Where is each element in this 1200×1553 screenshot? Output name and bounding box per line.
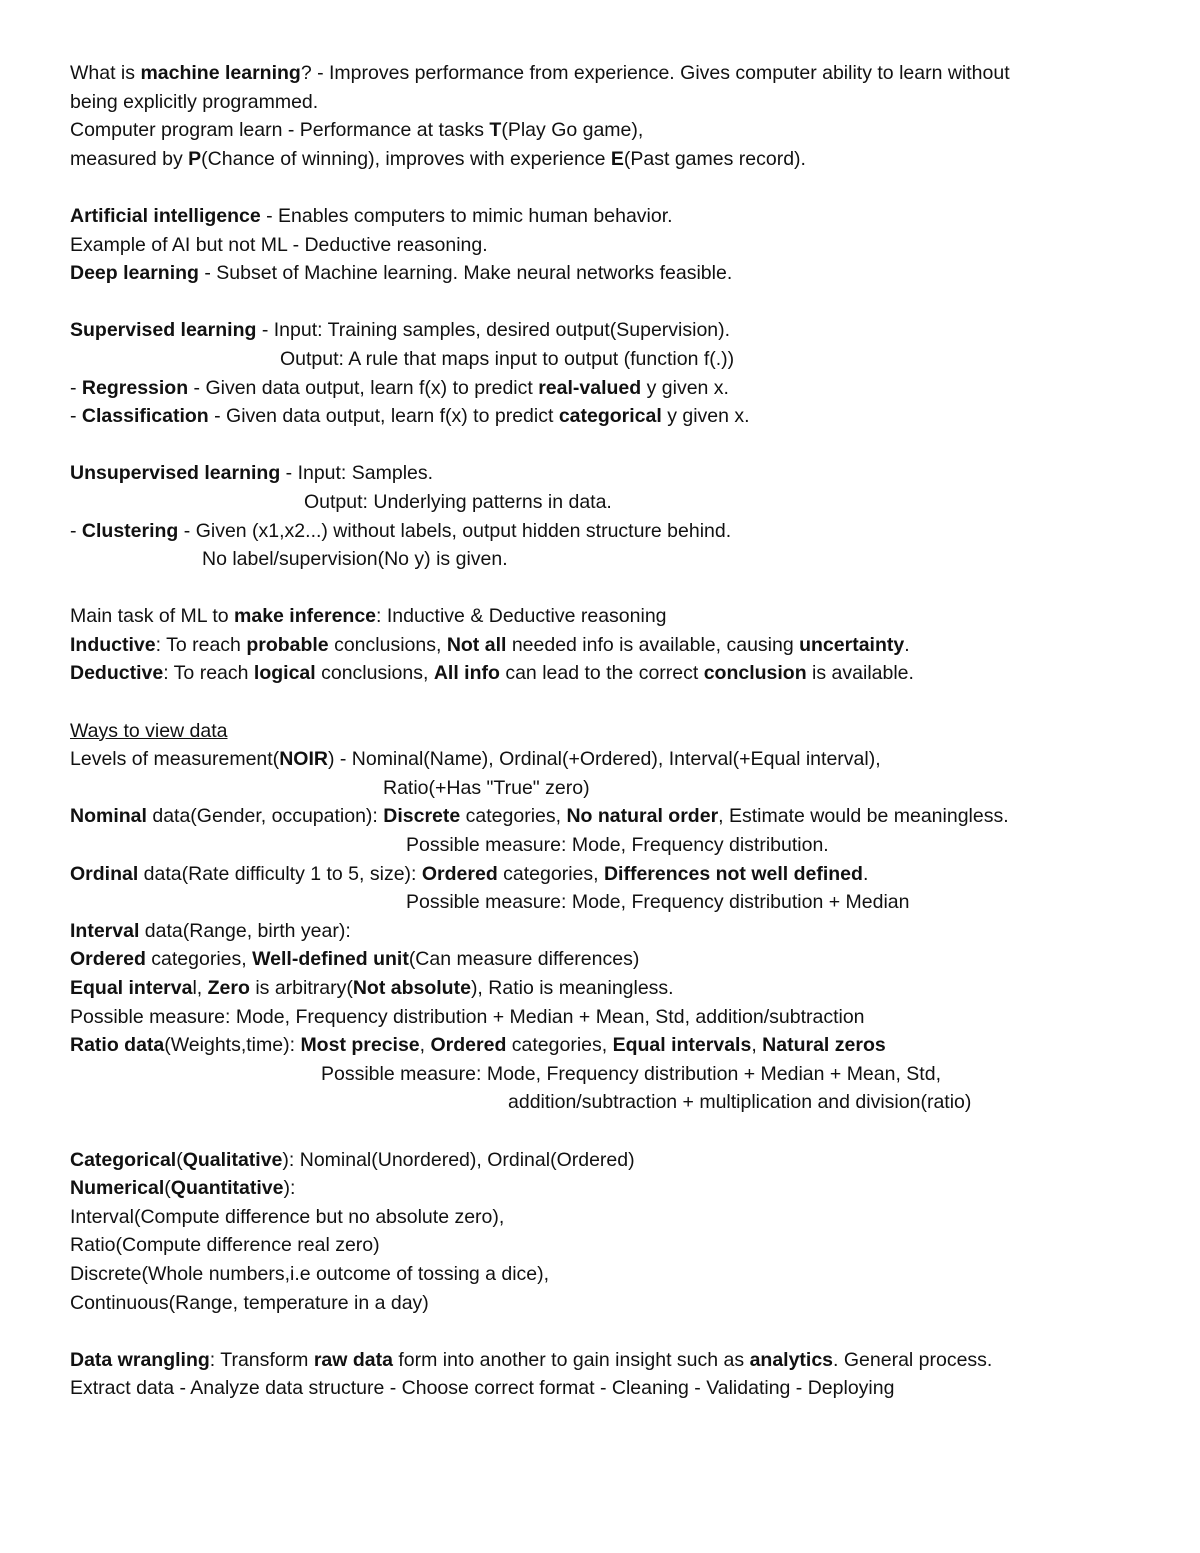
bold-term: Interval: [70, 919, 140, 942]
bold-term: Deep learning: [70, 262, 199, 285]
bold-term: Classification: [81, 405, 209, 428]
text-run: Ratio(Compute difference real zero): [70, 1234, 380, 1257]
text-run: ):: [283, 1177, 296, 1200]
bold-term: Categorical: [70, 1148, 177, 1171]
text-run: is available.: [806, 662, 914, 685]
text-run: Example of AI but not ML - Deductive reasoning.: [70, 233, 488, 256]
bold-term: Clustering: [81, 519, 179, 542]
text-run: y given x.: [641, 376, 729, 399]
bold-term: No natural order: [566, 805, 719, 828]
text-run: No label/supervision(No y) is given.: [202, 548, 508, 571]
text-line: [70, 945, 1160, 974]
text-run: Computer program learn - Performance at tasks: [70, 119, 490, 142]
bold-term: Zero: [207, 977, 250, 999]
bold-term: Discrete: [383, 805, 461, 828]
text-run: : Inductive & Deductive reasoning: [376, 605, 667, 628]
bold-term: machine learning: [140, 62, 301, 84]
bold-term: Ordinal: [70, 862, 139, 885]
bold-term: Data wrangling: [70, 1348, 210, 1371]
text-line: [70, 774, 1160, 803]
text-run: Possible measure: Mode, Frequency distribution + Median + Mean, Std, addition/subtraction: [70, 1005, 865, 1028]
text-run: y given x.: [661, 405, 750, 428]
text-line: [70, 831, 1160, 860]
text-line: [70, 374, 1160, 403]
bold-term: Not absolute: [352, 977, 471, 999]
text-run: being explicitly programmed.: [70, 90, 319, 113]
text-run: What is: [70, 62, 141, 84]
bold-term: T: [489, 119, 502, 142]
text-run: conclusions,: [328, 633, 447, 656]
bold-term: Regression: [81, 376, 189, 399]
text-line: [70, 1003, 1160, 1032]
text-run: categories,: [506, 1034, 613, 1057]
bold-term: Numerical: [70, 1177, 165, 1200]
text-line: [70, 1231, 1160, 1260]
text-line: [70, 231, 1160, 260]
text-run: ) - Nominal(Name), Ordinal(+Ordered), Interval(+Equal interval),: [327, 748, 881, 771]
blank-line: [70, 688, 1160, 717]
text-run: Continuous(Range, temperature in a day): [70, 1291, 429, 1314]
text-line: [70, 259, 1160, 288]
bold-term: P: [188, 147, 202, 170]
blank-line: [70, 574, 1160, 603]
text-line: [70, 145, 1160, 174]
bold-term: Unsupervised learning: [70, 462, 281, 485]
text-run: ,: [419, 1034, 431, 1057]
text-run: , Estimate would be meaningless.: [718, 805, 1009, 828]
bold-term: Ratio data: [70, 1034, 165, 1057]
text-run: data(Rate difficulty 1 to 5, size):: [138, 862, 422, 885]
text-line: [70, 802, 1160, 831]
text-line: [70, 860, 1160, 889]
bold-term: Deductive: [70, 662, 164, 685]
text-line: [70, 1203, 1160, 1232]
text-run: addition/subtraction + multiplication and division(ratio): [508, 1091, 972, 1114]
text-run: (Can measure differences): [408, 948, 640, 971]
text-run: Interval(Compute difference but no absolute zero),: [70, 1205, 505, 1228]
text-line: [70, 402, 1160, 431]
text-run: Extract data - Analyze data structure - Choose correct format - Cleaning - Validating - Deploying: [70, 1377, 895, 1400]
text-line: [70, 59, 1160, 88]
text-run: measured by: [70, 147, 189, 170]
text-run: ), Ratio is meaningless.: [470, 977, 674, 999]
text-line: [70, 659, 1160, 688]
text-run: (: [164, 1177, 171, 1200]
text-line: [70, 1289, 1160, 1318]
text-run: needed info is available, causing: [506, 633, 800, 656]
text-run: . General process.: [833, 1348, 993, 1371]
text-line: [70, 917, 1160, 946]
bold-term: E: [610, 147, 624, 170]
text-run: categories,: [145, 948, 253, 971]
text-line: [70, 631, 1160, 660]
bold-term: make inference: [234, 605, 377, 628]
text-line: [70, 1174, 1160, 1203]
text-run: categories,: [460, 805, 567, 828]
blank-line: [70, 431, 1160, 460]
text-run: .: [862, 862, 869, 885]
text-run: Possible measure: Mode, Frequency distribution.: [406, 834, 829, 857]
bold-term: NOIR: [279, 748, 328, 771]
text-run: .: [904, 633, 910, 656]
text-line: [70, 1346, 1160, 1375]
text-line: [70, 459, 1160, 488]
bold-term: Not all: [446, 633, 507, 656]
text-run: - Enables computers to mimic human behavior.: [260, 204, 673, 227]
text-run: : To reach: [163, 662, 254, 685]
text-line: [70, 1031, 1160, 1060]
text-run: Ratio(+Has "True" zero): [383, 776, 590, 799]
text-run: can lead to the correct: [499, 662, 704, 685]
text-run: ): Nominal(Unordered), Ordinal(Ordered): [282, 1148, 635, 1171]
text-run: data(Gender, occupation):: [146, 805, 384, 828]
bold-term: Inductive: [70, 633, 156, 656]
text-line: [70, 488, 1160, 517]
text-line: [70, 717, 1160, 746]
bold-term: Nominal: [70, 805, 147, 828]
text-run: categories,: [497, 862, 604, 885]
text-run: Levels of measurement(: [70, 748, 280, 771]
bold-term: Ordered: [70, 948, 146, 971]
blank-line: [70, 173, 1160, 202]
bold-term: Differences not well defined: [603, 862, 863, 885]
text-run: - Subset of Machine learning. Make neural networks feasible.: [198, 262, 733, 285]
text-line: [70, 545, 1160, 574]
text-run: (Chance of winning), improves with experience: [201, 147, 611, 170]
text-run: Possible measure: Mode, Frequency distribution + Median + Mean, Std,: [321, 1062, 941, 1085]
text-run: - Input: Training samples, desired output(Supervision).: [256, 319, 731, 342]
bold-term: Equal intervals: [612, 1034, 752, 1057]
text-run: - Input: Samples.: [280, 462, 434, 485]
text-run: (Play Go game),: [501, 119, 644, 142]
text-line: [70, 1374, 1160, 1403]
bold-term: probable: [246, 633, 329, 656]
text-line: [70, 888, 1160, 917]
bold-term: Qualitative: [182, 1148, 283, 1171]
bold-term: Quantitative: [170, 1177, 284, 1200]
text-run: ,: [751, 1034, 763, 1057]
text-run: (Past games record).: [623, 147, 806, 170]
bold-term: Well-defined unit: [252, 948, 409, 971]
text-run: (: [176, 1148, 183, 1171]
text-run: : To reach: [155, 633, 247, 656]
blank-line: [70, 1117, 1160, 1146]
bold-term: uncertainty: [799, 633, 905, 656]
text-run: conclusions,: [315, 662, 434, 685]
text-line: [70, 602, 1160, 631]
text-run: -: [70, 376, 82, 399]
text-line: [70, 1260, 1160, 1289]
bold-term: Natural zeros: [762, 1034, 886, 1057]
text-line: [70, 345, 1160, 374]
text-run: : Transform: [209, 1348, 314, 1371]
bold-term: Ordered: [430, 1034, 507, 1057]
bold-term: real-valued: [538, 376, 642, 399]
text-run: - Given data output, learn f(x) to predict: [188, 376, 539, 399]
bold-term: raw data: [313, 1348, 393, 1371]
underlined-heading: Ways to view data: [70, 719, 228, 742]
text-run: Output: A rule that maps input to output (function f(.)): [280, 347, 735, 370]
text-run: Main task of ML to: [70, 605, 235, 628]
text-line: [70, 1060, 1160, 1089]
text-line: [70, 745, 1160, 774]
bold-term: conclusion: [703, 662, 807, 685]
text-line: [70, 1088, 1160, 1117]
text-line: [70, 517, 1160, 546]
text-run: Possible measure: Mode, Frequency distribution + Median: [406, 891, 910, 914]
bold-term: logical: [253, 662, 316, 685]
text-run: -: [70, 405, 82, 428]
bold-term: analytics: [749, 1348, 834, 1371]
bold-term: categorical: [558, 405, 662, 428]
bold-term: Artificial intelligence: [70, 204, 261, 227]
bold-term: All info: [433, 662, 500, 685]
document-body: [70, 59, 1160, 1403]
text-run: - Given (x1,x2...) without labels, output hidden structure behind.: [178, 519, 732, 542]
blank-line: [70, 1317, 1160, 1346]
text-line: [70, 1146, 1160, 1175]
text-line: [70, 974, 1160, 1003]
text-line: [70, 116, 1160, 145]
bold-term: Equal interva: [70, 977, 193, 999]
bold-term: Supervised learning: [70, 319, 257, 342]
text-line: [70, 202, 1160, 231]
text-run: -: [70, 519, 82, 542]
text-line: [70, 88, 1160, 117]
text-run: Discrete(Whole numbers,i.e outcome of tossing a dice),: [70, 1262, 550, 1285]
blank-line: [70, 288, 1160, 317]
text-run: form into another to gain insight such as: [392, 1348, 750, 1371]
text-run: - Given data output, learn f(x) to predict: [208, 405, 559, 428]
bold-term: Most precise: [300, 1034, 420, 1057]
text-run: l,: [192, 977, 208, 999]
text-run: is arbitrary(: [249, 977, 353, 999]
text-run: ? - Improves performance from experience. Gives computer ability to learn without: [300, 62, 1010, 84]
text-run: (Weights,time):: [164, 1034, 301, 1057]
text-run: data(Range, birth year):: [139, 919, 351, 942]
text-line: [70, 316, 1160, 345]
text-run: Output: Underlying patterns in data.: [304, 490, 612, 513]
bold-term: Ordered: [421, 862, 498, 885]
